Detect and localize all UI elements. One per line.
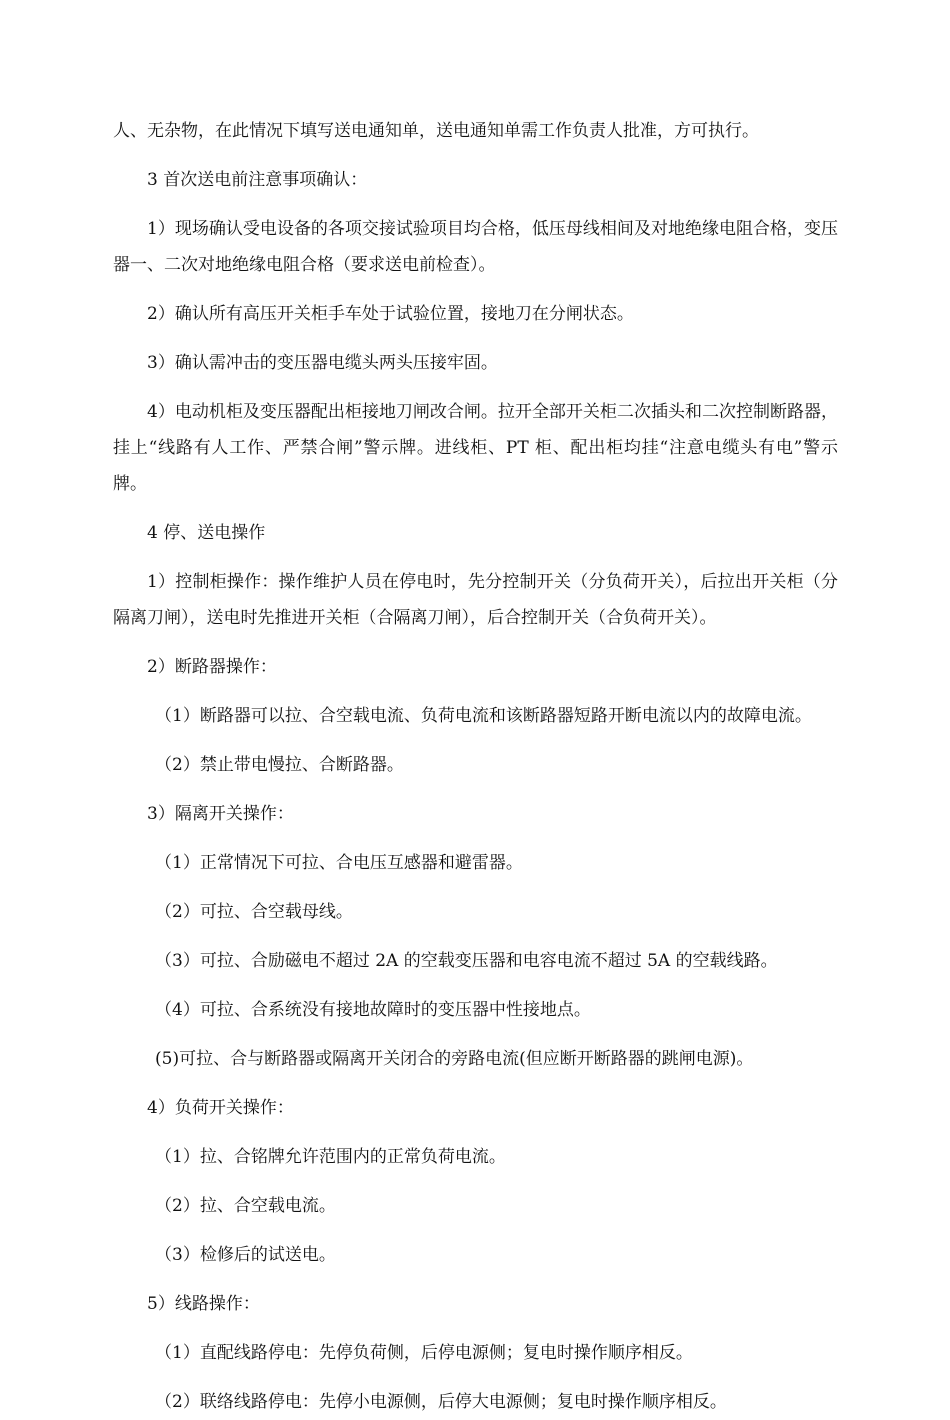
list-item-breaker-2: （2）禁止带电慢拉、合断路器。 [155, 755, 404, 775]
list-item-breaker-1: （1）断路器可以拉、合空载电流、负荷电流和该断路器短路开断电流以内的故障电流。 [155, 706, 812, 726]
list-item-load-switch-3: （3）检修后的试送电。 [155, 1245, 336, 1265]
paragraph-continuation: 人、无杂物，在此情况下填写送电通知单，送电通知单需工作负责人批准，方可执行。 [113, 121, 759, 141]
paragraph-check-2: 2）确认所有高压开关柜手车处于试验位置，接地刀在分闸状态。 [147, 304, 634, 324]
list-item-isolator-4: （4）可拉、合系统没有接地故障时的变压器中性接地点。 [155, 1000, 591, 1020]
subheading-breaker-operation: 2）断路器操作： [147, 657, 277, 677]
section-heading-first-power-on: 3 首次送电前注意事项确认： [147, 170, 368, 190]
subheading-load-switch-operation: 4）负荷开关操作： [147, 1098, 294, 1118]
list-item-line-1: （1）直配线路停电：先停负荷侧，后停电源侧；复电时操作顺序相反。 [155, 1343, 693, 1363]
paragraph-check-4: 4）电动机柜及变压器配出柜接地刀闸改合闸。拉开全部开关柜二次插头和二次控制断路器，挂上“线路有人工作、严禁合闸”警示牌。进线柜、PT 柜、配出柜均挂“注意电缆头有电”警示牌。 [113, 402, 838, 494]
list-item-load-switch-2: （2）拉、合空载电流。 [155, 1196, 336, 1216]
list-item-isolator-5: (5)可拉、合与断路器或隔离开关闭合的旁路电流(但应断开断路器的跳闸电源)。 [155, 1049, 754, 1069]
paragraph-control-cabinet: 1）控制柜操作：操作维护人员在停电时，先分控制开关（分负荷开关），后拉出开关柜（分隔离刀闸），送电时先推进开关柜（合隔离刀闸），后合控制开关（合负荷开关）。 [113, 572, 838, 628]
paragraph-check-1: 1）现场确认受电设备的各项交接试验项目均合格，低压母线相间及对地绝缘电阻合格，变压器一、二次对地绝缘电阻合格（要求送电前检查）。 [113, 219, 838, 275]
subheading-isolator-operation: 3）隔离开关操作： [147, 804, 294, 824]
paragraph-check-3: 3）确认需冲击的变压器电缆头两头压接牢固。 [147, 353, 498, 373]
list-item-isolator-3: （3）可拉、合励磁电不超过 2A 的空载变压器和电容电流不超过 5A 的空载线路。 [155, 951, 778, 971]
list-item-line-2: （2）联络线路停电：先停小电源侧，后停大电源侧；复电时操作顺序相反。 [155, 1392, 727, 1412]
list-item-isolator-1: （1）正常情况下可拉、合电压互感器和避雷器。 [155, 853, 523, 873]
list-item-load-switch-1: （1）拉、合铭牌允许范围内的正常负荷电流。 [155, 1147, 506, 1167]
section-heading-power-operations: 4 停、送电操作 [147, 523, 266, 543]
subheading-line-operation: 5）线路操作： [147, 1294, 260, 1314]
list-item-isolator-2: （2）可拉、合空载母线。 [155, 902, 353, 922]
